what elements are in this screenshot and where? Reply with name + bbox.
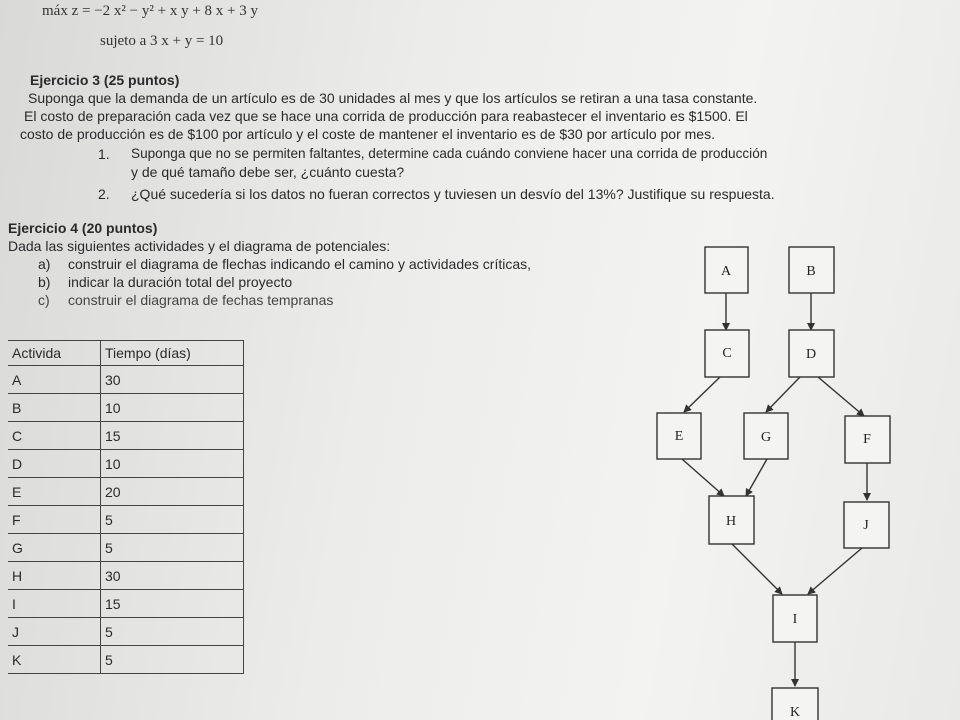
arrow-j-i: [808, 548, 862, 594]
node-g-label: G: [760, 430, 772, 445]
table-cell: 15: [101, 422, 244, 450]
node-h-label: H: [725, 514, 737, 529]
node-b-label: B: [806, 264, 816, 279]
table-row: [8, 506, 244, 534]
exercise4-item-a-text: construir el diagrama de flechas indicando el camino y actividades críticas,: [68, 256, 532, 272]
arrow-h-i: [732, 544, 782, 594]
exercise3-q1-line-1: Suponga que no se permiten faltantes, determine cada cuándo conviene hacer una corrida de producción: [131, 146, 768, 161]
exercise4-intro: Dada las siguientes actividades y el diagrama de potenciales:: [8, 238, 391, 254]
table-row: [8, 478, 244, 506]
node-e-label: E: [674, 429, 684, 444]
table-cell: 20: [101, 478, 244, 506]
exercise3-line-1: Suponga que la demanda de un artículo es de 30 unidades al mes y que los artículos se retiran a una tasa constante.: [28, 90, 758, 106]
arrow-d-g: [766, 377, 800, 412]
node-f-label: F: [863, 432, 871, 447]
table-cell: G: [8, 534, 101, 562]
table-header-activity: Activida: [8, 341, 101, 366]
table-header-row: [8, 341, 244, 366]
table-cell: B: [8, 394, 101, 422]
exercise4-item-a-letter: a): [38, 256, 51, 272]
exercise3-title: Ejercicio 3 (25 puntos): [30, 72, 180, 88]
constraint: sujeto a 3 x + y = 10: [100, 33, 224, 49]
potentials-diagram: [640, 240, 900, 720]
table-cell: 15: [101, 590, 244, 618]
node-d-label: D: [805, 347, 817, 362]
arrow-e-h: [682, 459, 724, 496]
node-i-label: I: [792, 612, 798, 627]
table-cell: 5: [101, 646, 244, 674]
objective-function: máx z = −2 x² − y² + x y + 8 x + 3 y: [42, 3, 258, 19]
exercise3-line-2: El costo de preparación cada vez que se hace una corrida de producción para reabastecer el inventario es $1500. El: [24, 108, 748, 124]
node-k-label: K: [789, 705, 801, 720]
arrow-g-h: [746, 459, 767, 496]
table-row: [8, 618, 244, 646]
table-row: [8, 422, 244, 450]
arrow-d-f: [818, 377, 864, 416]
exercise4-item-c-text: construir el diagrama de fechas tempranas: [68, 292, 334, 308]
exercise3-q1-number: 1.: [98, 146, 110, 162]
table-row: [8, 394, 244, 422]
activity-table: [8, 340, 244, 674]
node-a-label: A: [720, 264, 732, 279]
node-j-label: J: [863, 518, 869, 533]
table-cell: 5: [101, 618, 244, 646]
table-row: [8, 366, 244, 394]
exercise3-line-3: costo de producción es de $100 por artículo y el coste de mantener el inventario es de $30 por artículo por mes.: [20, 126, 715, 142]
table-cell: A: [8, 366, 101, 394]
exercise4-item-b-text: indicar la duración total del proyecto: [68, 274, 293, 290]
table-row: [8, 562, 244, 590]
table-cell: 10: [101, 394, 244, 422]
table-cell: I: [8, 590, 101, 618]
table-row: [8, 450, 244, 478]
table-cell: 30: [101, 562, 244, 590]
table-cell: 30: [101, 366, 244, 394]
exercise3-q1-line-2: y de qué tamaño debe ser, ¿cuánto cuesta?: [131, 164, 405, 180]
table-cell: J: [8, 618, 101, 646]
exercise4-item-c-letter: c): [38, 292, 50, 308]
table-cell: F: [8, 506, 101, 534]
node-c-label: C: [722, 346, 732, 361]
table-header-time: Tiempo (días): [101, 341, 244, 366]
exercise3-q2-number: 2.: [98, 186, 110, 202]
table-cell: 10: [101, 450, 244, 478]
exercise4-item-b-letter: b): [38, 274, 51, 290]
table-cell: 5: [101, 534, 244, 562]
table-row: [8, 534, 244, 562]
table-cell: 5: [101, 506, 244, 534]
table-cell: D: [8, 450, 101, 478]
table-cell: K: [8, 646, 101, 674]
table-cell: C: [8, 422, 101, 450]
table-row: [8, 590, 244, 618]
table-cell: H: [8, 562, 101, 590]
exercise3-q2-text: ¿Qué sucedería si los datos no fueran correctos y tuviesen un desvío del 13%? Justifique su respuesta.: [131, 186, 775, 202]
table-row: [8, 646, 244, 674]
arrow-c-e: [684, 377, 720, 412]
table-cell: E: [8, 478, 101, 506]
exercise4-title: Ejercicio 4 (20 puntos): [8, 220, 158, 236]
